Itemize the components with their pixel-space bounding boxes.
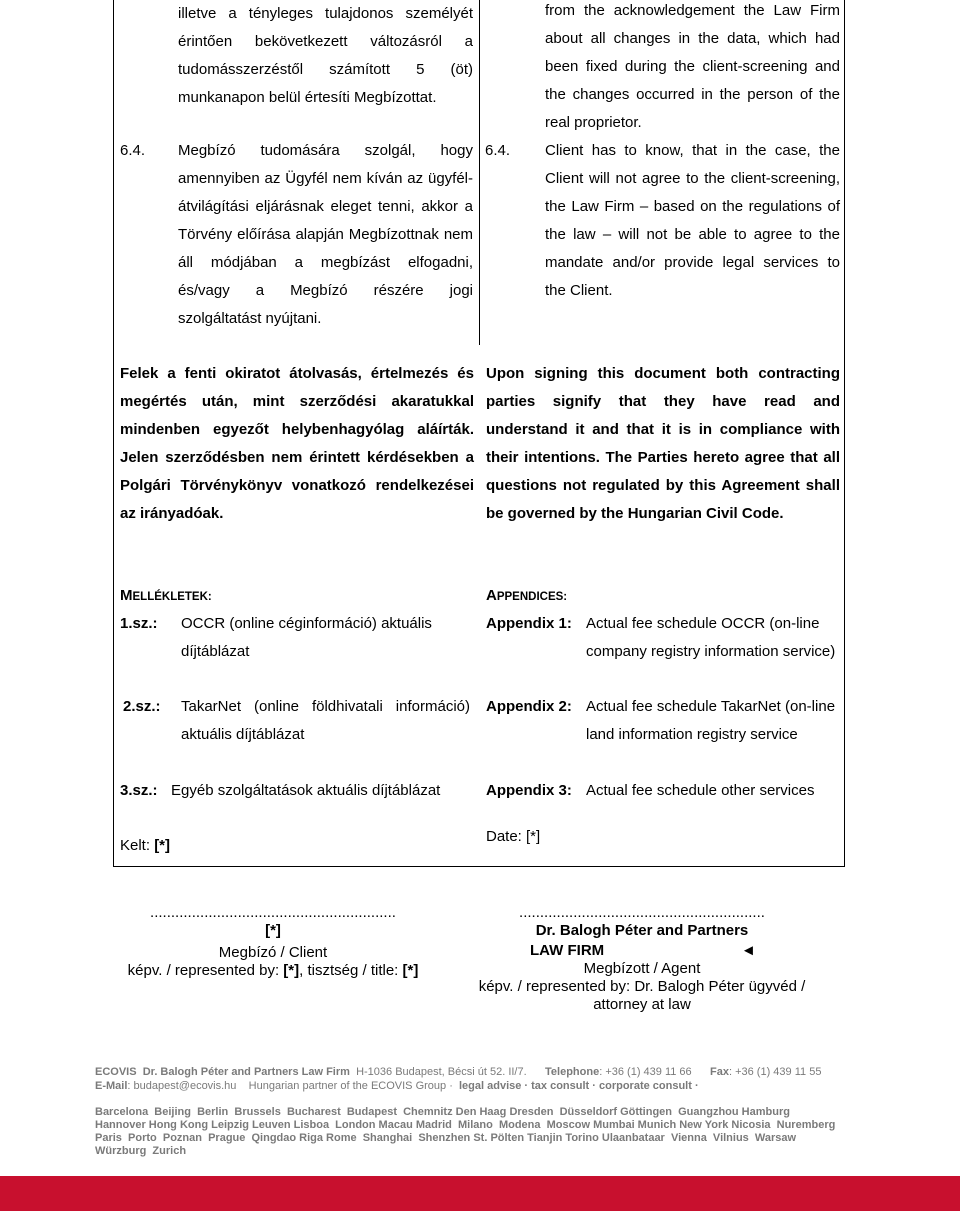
- agent-signature-block: [462, 904, 822, 1014]
- client-representative: képv. / represented by: [*], tisztség / title: [*]: [127, 962, 419, 979]
- agent-role: Megbízott / Agent: [583, 960, 701, 977]
- client-role: Megbízó / Client: [218, 944, 328, 961]
- en-appendix-item: [486, 610, 841, 694]
- hu-date-value: [*]: [154, 837, 171, 854]
- en-appendices-heading: APPENDICES:: [486, 587, 568, 604]
- en-section-6-4: Client has to know, that in the case, the Client will not agree to the client-screening, the Law Firm – based on the regulations of the law – will not be able to agree to the mandate and/or provide legal services to the Client.: [545, 142, 840, 299]
- footer-email-line: E-Mail: budapest@ecovis.hu Hungarian partner of the ECOVIS Group · legal advise · tax consult · corporate consult ·: [95, 1080, 699, 1092]
- client-signature-block: [113, 904, 433, 980]
- hu-date-label: Kelt:: [120, 837, 155, 854]
- hu-closing-statement: Felek a fenti okiratot átolvasás, értelmezés és megértés után, mint szerződési akaratukkal mindenben egyezőt helybenhagyólag aláírták. Jelen szerződésben nem érintett kérdésekben a Polgári Törvénykönyv vonatkozó rendelkezései az irányadóak.: [120, 365, 474, 522]
- en-closing-statement: Upon signing this document both contracting parties signify that they have read and understand it and that it is in compliance with their intentions. The Parties hereto agree that all questions not regulated by this Agreement shall be governed by the Hungarian Civil Code.: [486, 365, 840, 522]
- en-appendix-item: [486, 693, 841, 777]
- footer-contact-line: ECOVIS Dr. Balogh Péter and Partners Law Firm H-1036 Budapest, Bécsi út 52. II/7. Telephone: +36 (1) 439 11 66 Fax: +36 (1) 439 11 55: [95, 1066, 822, 1078]
- hu-appendix-label: 1.sz.:: [120, 615, 158, 632]
- agent-representative: képv. / represented by: Dr. Balogh Péter ügyvéd / attorney at law: [478, 978, 806, 1013]
- en-appendix-item: [486, 777, 841, 805]
- hu-date: [120, 832, 170, 860]
- hu-appendix-text: OCCR (online céginformáció) aktuális díjtáblázat: [181, 615, 432, 660]
- agent-firm-name: Dr. Balogh Péter and Partners: [535, 922, 749, 939]
- en-appendix-text: Actual fee schedule other services: [586, 782, 815, 799]
- hu-paragraph-continuation: illetve a tényleges tulajdonos személyét érintően bekövetkezett változásról a tudomásszerzéstől számított 5 (öt) munkanapon belül értesíti Megbízottat.: [178, 5, 473, 106]
- signature-line: ...........................................................: [150, 904, 396, 921]
- footer-brand-bar: [0, 1176, 960, 1211]
- en-paragraph-continuation: from the acknowledgement the Law Firm about all changes in the data, which had been fixed during the client-screening and the changes occurred in the person of the real proprietor.: [545, 2, 840, 131]
- hu-section-number: 6.4.: [120, 142, 146, 159]
- hu-appendix-item: [120, 610, 480, 694]
- en-section-number: 6.4.: [485, 142, 511, 159]
- column-divider: [479, 0, 480, 345]
- hu-appendices-heading: MELLÉKLETEK:: [120, 587, 212, 604]
- hu-section-6-4: Megbízó tudomására szolgál, hogy amennyiben az Ügyfél nem kíván az ügyfél-átvilágítási eljárásnak eleget tenni, akkor a Törvény előírása alapján Megbízottnak nem áll módjában a megbízást elfogadni, és/vagy a Megbízó részére jogi szolgáltatást nyújtani.: [178, 142, 473, 327]
- en-appendix-label: Appendix 3:: [486, 782, 572, 799]
- en-appendix-label: Appendix 2:: [486, 698, 572, 715]
- hu-appendix-text: TakarNet (online földhivatali információ) aktuális díjtáblázat: [181, 698, 470, 743]
- en-appendix-label: Appendix 1:: [486, 615, 572, 632]
- en-date: Date: [*]: [486, 828, 541, 845]
- hu-appendix-item: [120, 693, 480, 749]
- hu-appendix-text: Egyéb szolgáltatások aktuális díjtáblázat: [171, 782, 441, 799]
- client-name: [*]: [265, 922, 281, 939]
- agent-firm-type: LAW FIRM ◄: [530, 942, 756, 959]
- en-appendix-text: Actual fee schedule OCCR (on-line company registry information service): [586, 615, 836, 660]
- arrow-left-icon: ◄: [741, 942, 756, 959]
- hu-appendix-label: 2.sz.:: [123, 698, 161, 715]
- hu-appendix-label: 3.sz.:: [120, 782, 158, 799]
- footer-cities: Barcelona Beijing Berlin Brussels Bucharest Budapest Chemnitz Den Haag Dresden Düsseldorf Göttingen Guangzhou Hamburg Hannover Hong Kong Leipzig Leuven Lisboa London Macau Madrid Milano Modena Moscow Mumbai Munich New York Nicosia Nuremberg Paris Porto Poznan Prague Qingdao Riga Rome Shanghai Shenzhen St. Pölten Tianjin Torino Ulaanbataar Vienna Vilnius Warsaw Würzburg Zurich: [95, 1106, 836, 1157]
- hu-appendix-item: [120, 777, 480, 805]
- signature-line: ...........................................................: [519, 904, 765, 921]
- en-appendix-text: Actual fee schedule TakarNet (on-line land information registry service: [586, 698, 836, 743]
